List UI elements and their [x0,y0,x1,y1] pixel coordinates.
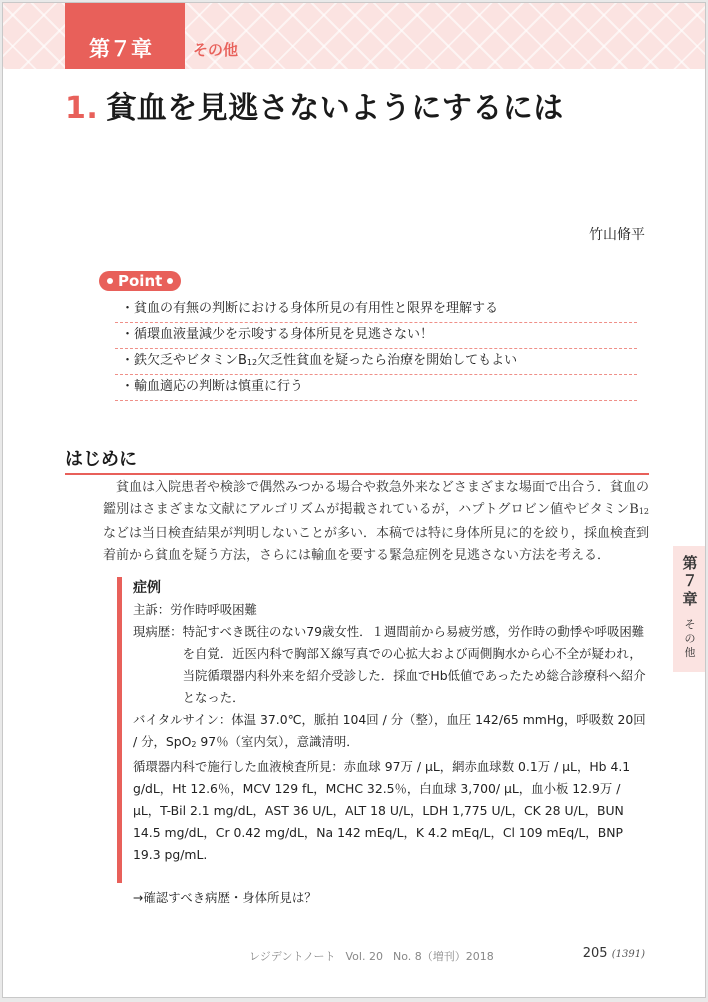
case-history [133,621,647,709]
case-box [133,577,647,909]
point-item-text: ・循環血液量減少を示唆する身体所見を見逃さない！ [121,327,434,342]
point-item [115,375,637,401]
case-chief-complaint [133,599,647,621]
point-item [115,323,637,349]
case-value: 赤血球 97万 / μL，網赤血球数 0.1万 / μL，Hb 4.1 g/dL，Ht 12.6％，MCV 129 fL，MCHC 32.5％，白血球 3,700/ μL，血小板 12.9万 / μL，T-Bil 2.1 mg/dL，AST 36 U/L，ALT 18 U/L，LDH 1,775 U/L，CK 28 U/L，BUN 14.5 mg/dL，Cr 0.42 mg/dL，Na 142 mEq/L，K 4.2 mEq/L，Cl 109 mEq/L，BNP 19.3 pg/mL. [133,759,631,862]
page-number [583,946,645,961]
article-title [65,83,564,127]
chapter-subtitle: その他 [193,41,239,59]
case-vitals [133,709,647,756]
case-label: 現病歴： [133,624,183,639]
case-label: 循環器内科で施行した血液検査所見： [133,759,344,774]
chapter-side-tab [673,546,706,672]
subscript: 2 [191,740,197,749]
section-heading-text: はじめに [65,449,137,470]
point-item-text: ・貧血の有無の判断における身体所見の有用性と限界を理解する [121,301,499,316]
title-number: 1. [65,91,99,126]
point-item [115,297,637,323]
journal-name: レジデントノート [249,950,336,963]
subscript: 12 [246,358,258,367]
point-item [115,349,637,375]
point-item-text: ・輸血適応の判断は慎重に行う [121,379,304,394]
case-label: バイタルサイン： [133,712,232,727]
side-tab-subtitle: その他 [684,618,696,659]
point-list [115,297,637,401]
section-heading [65,445,649,475]
intro-paragraph [103,477,649,567]
title-text: 貧血を見逃さないようにするには [106,91,564,126]
case-question: →確認すべき病歴・身体所見は？ [133,890,317,905]
author-name: 竹山脩平 [589,227,645,243]
side-tab-chapter: 第７章 [682,554,698,608]
intro-text: 貧血は入院患者や検診で偶然みつかる場合や救急外来などさまざまな場面で出合う．貧血の鑑別はさまざまな文献にアルゴリズムが掲載されているが，ハプトグロビン値やビタミンB [103,480,649,517]
journal-issue: No. 8（増刊）2018 [392,950,494,963]
bullet-dot-icon [107,278,113,284]
journal-volume: Vol. 20 [345,950,383,963]
point-item-text: 欠乏性貧血を疑ったら治療を開始してもよい [257,353,518,368]
point-badge [99,271,181,291]
intro-text: などは当日検査結果が判明しないことが多い．本稿では特に身体所見に的を絞り，採血検査到着前から貧血を疑う方法，さらには輸血を要する緊急症例を見逃さない方法を考える． [103,526,650,563]
point-item-text: ・鉄欠乏やビタミンB [121,353,247,368]
header-band [3,3,706,69]
subscript: 12 [638,507,649,516]
chapter-box [65,3,185,69]
page-number-value: 205 [582,946,608,961]
chapter-label: 第７章 [89,37,152,61]
case-value: 特記すべき既往のない79歳女性．１週間前から易疲労感，労作時の動悸や呼吸困難を自覚．近医内科で胸部Ｘ線写真での心拡大および両側胸水から心不全が疑われ，当院循環器内科外来を紹介受診した．採血でHb低値であったため総合診療科へ紹介となった． [182,624,646,705]
footer-journal [249,948,494,964]
case-heading: 症例 [133,580,161,596]
document-page [2,2,706,998]
case-label: 主訴： [133,602,171,617]
case-accent-bar [117,577,122,883]
page-number-total: (1391) [611,949,645,960]
bullet-dot-icon [167,278,173,284]
point-badge-label: Point [118,272,163,290]
case-labs [133,756,647,866]
case-value: 労作時呼吸困難 [170,602,257,617]
case-value: 体温 37.0℃，脈拍 104回 / 分（整），血圧 142/65 mmHg，呼吸数 20回 / 分，SpO [133,712,646,749]
case-value: 97％（室内気），意識清明． [196,734,359,749]
